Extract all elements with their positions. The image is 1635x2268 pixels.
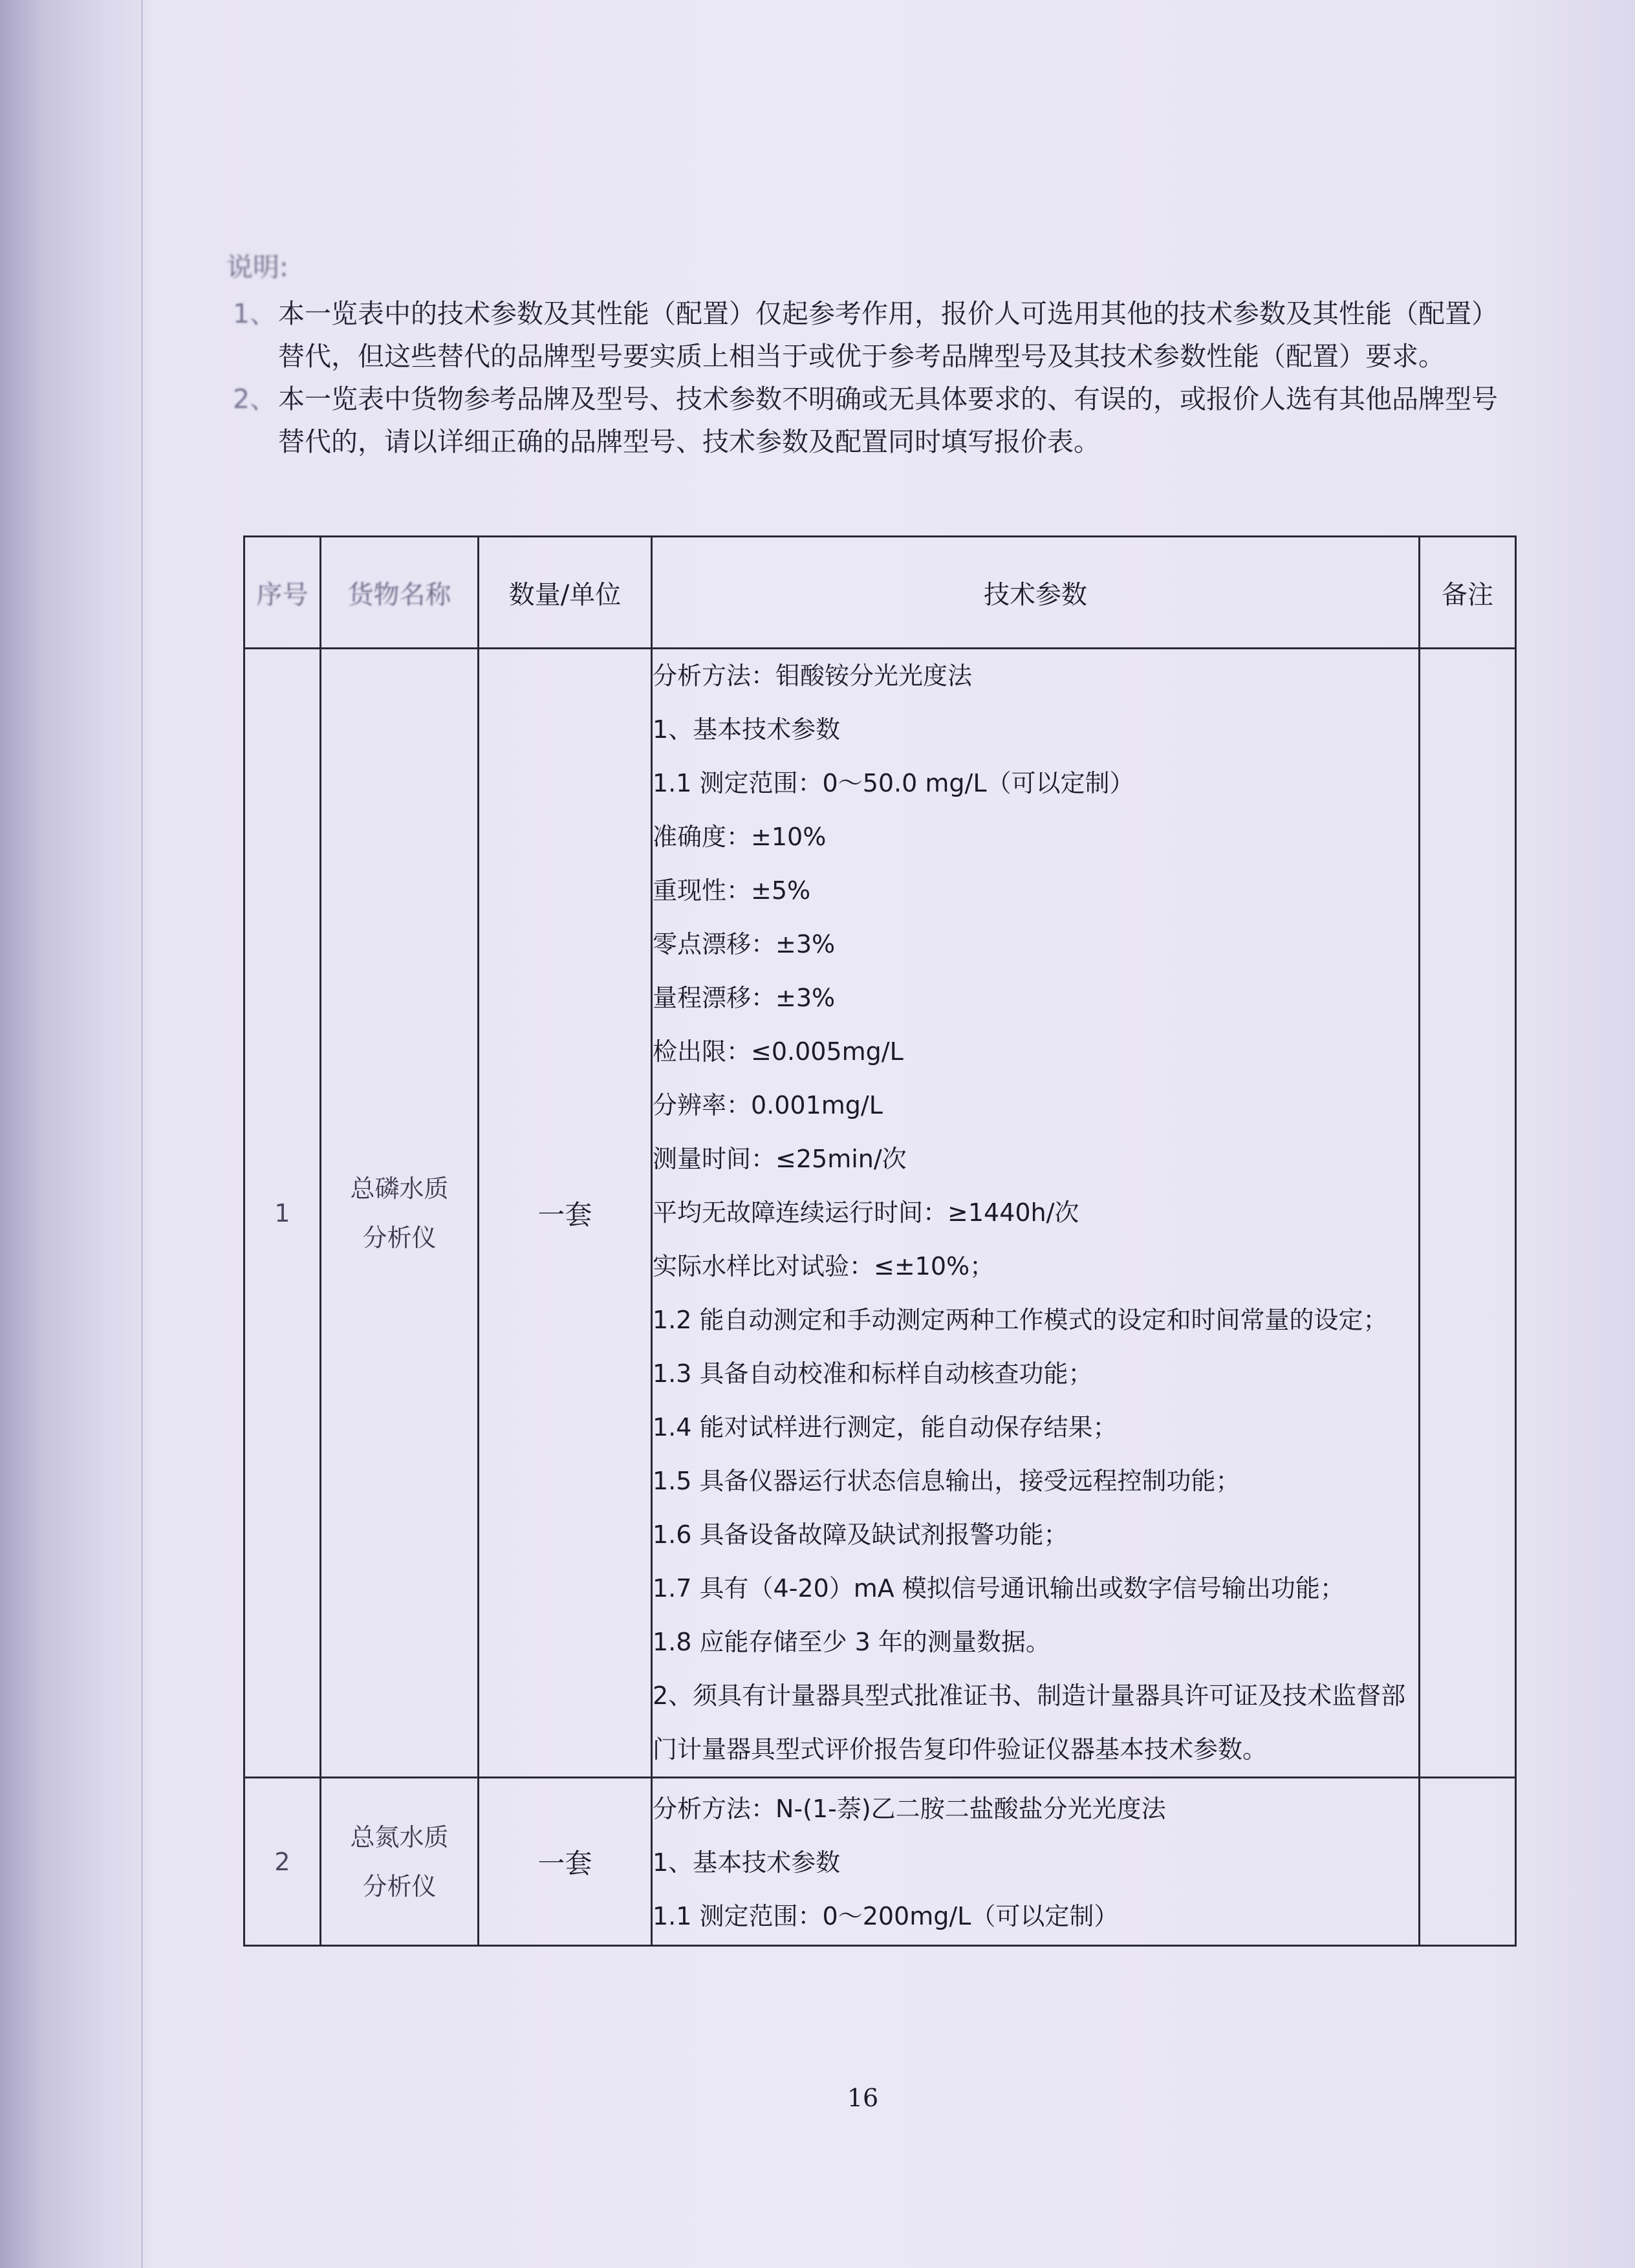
note-text: 本一览表中货物参考品牌及型号、技术参数不明确或无具体要求的、有误的，或报价人选有其他品牌型号替代的，请以详细正确的品牌型号、技术参数及配置同时填写报价表。 bbox=[278, 383, 1498, 457]
tech-line: 零点漂移：±3% bbox=[653, 930, 836, 958]
cell-seq: 1 bbox=[244, 649, 321, 1778]
tech-line: 测量时间：≤25min/次 bbox=[653, 1145, 907, 1173]
table-row bbox=[244, 649, 1516, 1778]
cell-name bbox=[321, 1778, 479, 1946]
name-line: 总磷水质 bbox=[350, 1174, 449, 1203]
tech-line: 1.2 能自动测定和手动测定两种工作模式的设定和时间常量的设定； bbox=[653, 1306, 1388, 1334]
cell-tech bbox=[652, 1778, 1420, 1946]
tech-line: 分析方法：N-(1-萘)乙二胺二盐酸盐分光光度法 bbox=[653, 1795, 1166, 1823]
notes-heading: 说明: bbox=[226, 252, 288, 283]
cell-remark bbox=[1420, 649, 1516, 1778]
tech-line: 检出限：≤0.005mg/L bbox=[653, 1037, 904, 1066]
page-fold-line bbox=[141, 0, 143, 2268]
cell-qty: 一套 bbox=[479, 1778, 652, 1946]
name-line: 分析仪 bbox=[362, 1223, 437, 1252]
header-name: 货物名称 bbox=[321, 537, 479, 649]
table-header-row bbox=[244, 537, 1516, 649]
cell-remark bbox=[1420, 1778, 1516, 1946]
tech-line: 分辨率：0.001mg/L bbox=[653, 1091, 883, 1119]
tech-line: 1.4 能对试样进行测定，能自动保存结果； bbox=[653, 1413, 1118, 1442]
tech-line: 1、基本技术参数 bbox=[653, 715, 841, 744]
tech-line: 重现性：±5% bbox=[653, 876, 811, 905]
cell-name bbox=[321, 649, 479, 1778]
tech-line: 1.1 测定范围：0～50.0 mg/L（可以定制） bbox=[653, 769, 1134, 797]
tech-line: 1、基本技术参数 bbox=[653, 1848, 841, 1877]
tech-line: 实际水样比对试验：≤±10%； bbox=[653, 1252, 995, 1280]
binding-shadow bbox=[0, 0, 149, 2268]
cell-seq: 2 bbox=[244, 1778, 321, 1946]
tech-line: 平均无故障连续运行时间：≥1440h/次 bbox=[653, 1198, 1079, 1227]
name-line: 分析仪 bbox=[362, 1872, 437, 1901]
notes-section bbox=[226, 246, 1507, 463]
note-item-2 bbox=[226, 378, 1507, 463]
header-tech: 技术参数 bbox=[652, 537, 1420, 649]
cell-tech bbox=[652, 649, 1420, 1778]
tech-line: 1.3 具备自动校准和标样自动核查功能； bbox=[653, 1359, 1093, 1388]
note-text: 本一览表中的技术参数及其性能（配置）仅起参考作用，报价人可选用其他的技术参数及其性能（配置）替代，但这些替代的品牌型号要实质上相当于或优于参考品牌型号及其技术参数性能（配置）要求。 bbox=[278, 298, 1498, 372]
cell-qty: 一套 bbox=[479, 649, 652, 1778]
tech-line: 1.8 应能存储至少 3 年的测量数据。 bbox=[653, 1628, 1050, 1656]
note-number: 2、 bbox=[233, 383, 277, 415]
tech-line: 准确度：±10% bbox=[653, 823, 827, 851]
header-remark: 备注 bbox=[1420, 537, 1516, 649]
header-qty: 数量/单位 bbox=[479, 537, 652, 649]
tech-line: 2、须具有计量器具型式批准证书、制造计量器具许可证及技术监督部门计量器具型式评价报告复印件验证仪器基本技术参数。 bbox=[653, 1681, 1406, 1764]
tech-line: 1.5 具备仪器运行状态信息输出，接受远程控制功能； bbox=[653, 1467, 1240, 1495]
tech-line: 分析方法：钼酸铵分光光度法 bbox=[653, 662, 973, 690]
tech-line: 1.1 测定范围：0～200mg/L（可以定制） bbox=[653, 1902, 1119, 1930]
page-number: 16 bbox=[847, 2084, 879, 2112]
name-line: 总氮水质 bbox=[350, 1822, 449, 1852]
specification-table bbox=[243, 535, 1517, 1947]
tech-line: 量程漂移：±3% bbox=[653, 984, 836, 1012]
header-seq: 序号 bbox=[244, 537, 321, 649]
note-item-1 bbox=[226, 292, 1507, 378]
tech-line: 1.6 具备设备故障及缺试剂报警功能； bbox=[653, 1520, 1068, 1549]
table-row bbox=[244, 1778, 1516, 1946]
tech-line: 1.7 具有（4-20）mA 模拟信号通讯输出或数字信号输出功能； bbox=[653, 1574, 1345, 1603]
note-number: 1、 bbox=[233, 298, 277, 329]
